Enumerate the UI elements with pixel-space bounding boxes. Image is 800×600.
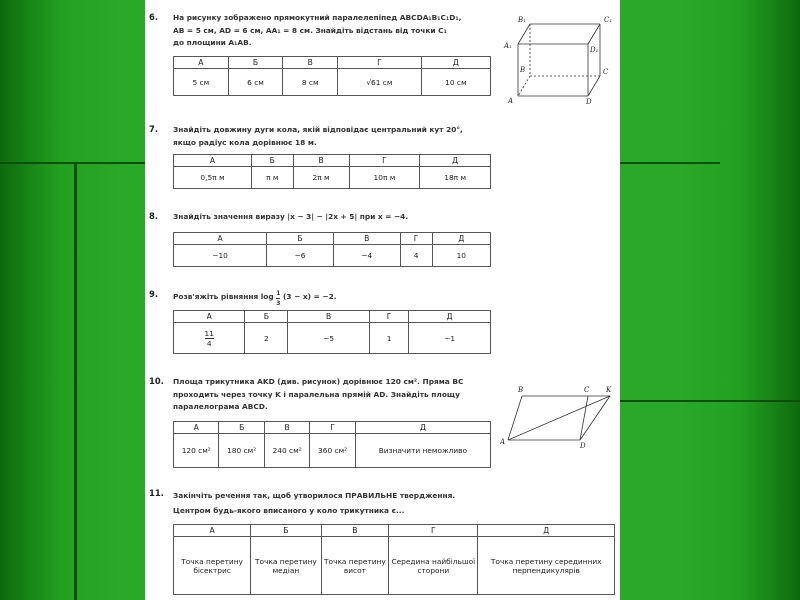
answer-cell: −5 [288,323,370,354]
answer-cell: Точка перетину бісектрис [174,537,251,595]
answer-cell: Г [400,233,432,245]
answer-cell: Б [219,422,264,434]
answer-cell: Д [420,155,491,167]
label-K: K [606,386,612,394]
answer-cell: В [288,311,370,323]
answer-cell: 6 см [228,69,283,96]
task-number: 9. [149,289,159,299]
answer-cell: А [174,155,252,167]
answer-cell: Д [355,422,490,434]
label-C: C [603,68,609,76]
answer-cell: Б [252,155,294,167]
label-C: C [584,386,590,394]
answer-cell: 10 [432,245,490,267]
task-number: 8. [149,211,159,221]
answer-cell: Д [421,57,490,69]
answer-cell: А [174,57,229,69]
task-number: 11. [149,488,164,498]
task-number: 6. [149,12,159,22]
answer-cell: 240 см² [264,434,309,468]
answer-cell: Точка перетину серединних перпендикулярів [478,537,615,595]
label-A: A [508,97,514,105]
answer-table-8 [173,232,491,267]
decor-line [620,162,720,164]
answer-table-10 [173,421,491,468]
answer-cell: А [174,525,251,537]
answer-cell: В [321,525,389,537]
label-B1: B₁ [518,16,526,24]
answer-cell: Б [251,525,321,537]
answer-cell: π м [252,167,294,189]
task-number: 7. [149,124,159,134]
answer-cell: 1 [370,323,409,354]
answer-cell: Точка перетину висот [321,537,389,595]
label-A1: A₁ [504,42,512,50]
label-A: A [500,438,506,446]
answer-cell: −6 [267,245,334,267]
label-C1: C₁ [604,16,613,24]
answer-cell: 8 см [283,69,338,96]
answer-cell: 0,5π м [174,167,252,189]
answer-cell: Г [338,57,422,69]
answer-cell: −4 [333,245,400,267]
task-text: Знайдіть довжину дуги кола, якій відповідає центральний кут 20°, якщо радіус кола дорівнює 18 м. [173,125,463,147]
answer-cell: 2π м [293,167,349,189]
answer-cell: −10 [174,245,267,267]
answer-cell: 10π м [349,167,420,189]
answer-cell: Г [349,155,420,167]
answer-cell: Г [389,525,478,537]
label-D1: D₁ [590,46,599,54]
answer-cell: Б [228,57,283,69]
answer-cell: Точка перетину медіан [251,537,321,595]
answer-fraction: $\frac{11}{4}$ [174,323,245,354]
answer-table-7 [173,154,491,189]
task-text: Знайдіть значення виразу |x − 3| − |2x + 5| при x = −4. [173,212,409,221]
answer-cell: 5 см [174,69,229,96]
answer-cell: 18π м [420,167,491,189]
answer-cell: А [174,311,245,323]
log-base: $\frac{1}{3}$ [276,290,281,307]
answer-cell: 4 [400,245,432,267]
answer-cell: А [174,422,219,434]
answer-cell: В [283,57,338,69]
answer-cell: 360 см² [310,434,355,468]
decor-line [0,162,145,164]
answer-cell: Г [310,422,355,434]
answer-cell: А [174,233,267,245]
answer-cell: Середина найбільшої сторони [389,537,478,595]
answer-cell: 10 см [421,69,490,96]
answer-table-11 [173,524,615,595]
answer-cell: В [333,233,400,245]
answer-cell: Д [409,311,491,323]
label-D: D [580,442,586,450]
task-text: Розв'яжіть рівняння log $\frac{1}{3} (3 - x) = -2$. [173,290,337,307]
answer-cell: В [264,422,309,434]
answer-table-6 [173,56,491,96]
answer-cell: −1 [409,323,491,354]
answer-cell: √61 см [338,69,422,96]
decor-line [74,162,77,600]
answer-cell: Д [478,525,615,537]
document-page [145,0,620,600]
answer-cell: 2 [245,323,288,354]
task-text: Закінчіть речення так, щоб утворилося ПРАВИЛЬНЕ твердження. Центром будь-якого вписаного у коло трикутника є... [173,491,456,515]
answer-cell: Визначити неможливо [355,434,490,468]
answer-cell: 120 см² [174,434,219,468]
decor-line [620,400,800,402]
answer-cell: Б [245,311,288,323]
task-number: 10. [149,376,164,386]
answer-cell: Д [432,233,490,245]
answer-table-9 [173,310,491,354]
task-text: На рисунку зображено прямокутний паралелепіпед ABCDA₁B₁C₁D₁, AB = 5 см, AD = 6 см, AA₁ = 8 см. Знайдіть відстань від точки C₁ до площини A₁AB. [173,13,462,47]
answer-cell: В [293,155,349,167]
answer-cell: 180 см² [219,434,264,468]
answer-cell: Б [267,233,334,245]
task-text: Площа трикутника AKD (див. рисунок) дорівнює 120 см². Пряма BC проходить через точку K і паралельна прямій AD. Знайдіть площу паралелограма ABCD. [173,377,464,411]
label-D: D [586,98,592,106]
label-B: B [518,386,524,394]
label-B: B [520,66,526,74]
answer-cell: Г [370,311,409,323]
